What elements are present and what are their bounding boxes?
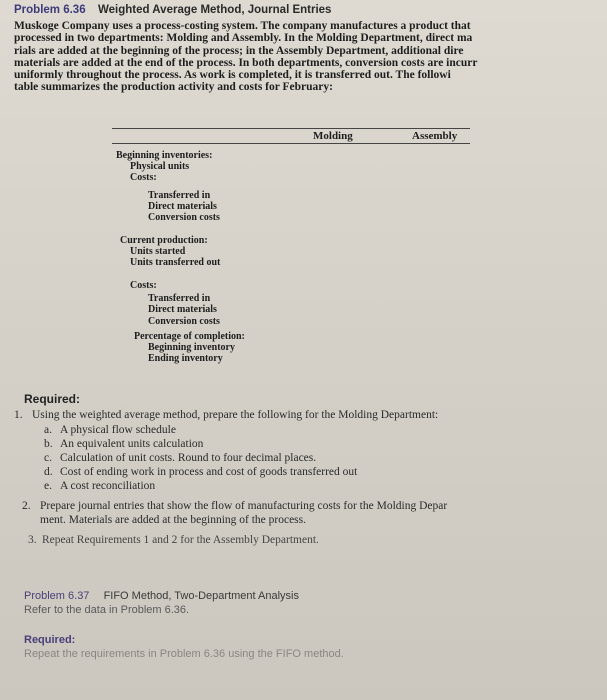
table-row-label: Ending inventory: [148, 353, 223, 364]
problem-637-refer: Refer to the data in Problem 6.36.: [24, 604, 190, 616]
required-heading: Required:: [24, 392, 81, 406]
table-row-label: Costs:: [130, 280, 157, 291]
problem-title: Weighted Average Method, Journal Entries: [98, 4, 332, 16]
requirement-text: Using the weighted average method, prepare the following for the Molding Department:: [32, 409, 439, 421]
subrequirement-letter: e.: [44, 480, 52, 492]
table-row-label: Transferred in: [148, 293, 211, 304]
problem-637-title: FIFO Method, Two-Department Analysis: [103, 590, 299, 602]
requirement-text: Repeat Requirements 1 and 2 for the Assembly Department.: [42, 534, 319, 546]
assembly-column-header: Assembly: [412, 130, 458, 142]
intro-line: table summarizes the production activity and costs for February:: [14, 81, 333, 94]
intro-line: processed in two departments: Molding and Assembly. In the Molding Department, direct ma: [14, 32, 473, 45]
table-row-label: Current production:: [120, 235, 208, 246]
problem-number: Problem 6.36: [14, 4, 86, 16]
requirement-text-continued: ment. Materials are added at the beginning of the process.: [40, 514, 307, 526]
subrequirement-letter: c.: [44, 452, 52, 464]
subrequirement-text: A physical flow schedule: [60, 424, 176, 436]
table-row-label: Units transferred out: [130, 257, 221, 268]
requirement-number: 2.: [22, 500, 31, 512]
subrequirement-letter: b.: [44, 438, 53, 450]
subrequirement-text: A cost reconciliation: [60, 480, 156, 492]
molding-column-header: Molding: [313, 130, 353, 142]
table-top-rule: [112, 128, 470, 129]
subrequirement-text: Cost of ending work in process and cost of goods transferred out: [60, 466, 358, 478]
requirement-text: Prepare journal entries that show the flow of manufacturing costs for the Molding Depar: [40, 500, 448, 512]
problem-637-required-heading: Required:: [24, 634, 76, 646]
problem-637-number: Problem 6.37: [24, 590, 90, 602]
table-row-label: Percentage of completion:: [134, 331, 245, 342]
problem-637-heading: [24, 590, 299, 602]
intro-line: uniformly throughout the process. As work is completed, it is transferred out. The followi: [14, 69, 451, 82]
table-header-rule: [112, 143, 470, 144]
problem-intro: [14, 20, 604, 94]
table-row-label: Conversion costs: [148, 212, 220, 223]
table-row-label: Direct materials: [148, 201, 217, 212]
problem-heading: [14, 4, 331, 16]
problem-637-required-text: Repeat the requirements in Problem 6.36 using the FIFO method.: [24, 648, 344, 660]
table-row-label: Physical units: [130, 161, 190, 172]
subrequirement-letter: a.: [44, 424, 52, 436]
table-row-label: Units started: [130, 246, 186, 257]
subrequirement-text: Calculation of unit costs. Round to four decimal places.: [60, 452, 317, 464]
requirement-number: 3.: [28, 534, 37, 546]
table-row-label: Costs:: [130, 172, 157, 183]
requirement-number: 1.: [14, 409, 23, 421]
intro-line: Muskoge Company uses a process-costing system. The company manufactures a product that: [14, 20, 471, 32]
table-row-label: Direct materials: [148, 304, 217, 315]
intro-line: rials are added at the beginning of the process; in the Assembly Department, additional dire: [14, 44, 464, 57]
table-row-label: Beginning inventories:: [116, 150, 213, 161]
table-row-label: Beginning inventory: [148, 342, 235, 353]
subrequirement-text: An equivalent units calculation: [60, 438, 204, 450]
table-row-label: Conversion costs: [148, 316, 220, 327]
intro-line: materials are added at the end of the process. In both departments, conversion costs are incurr: [14, 56, 478, 69]
subrequirement-letter: d.: [44, 466, 53, 478]
table-row-label: Transferred in: [148, 190, 211, 201]
